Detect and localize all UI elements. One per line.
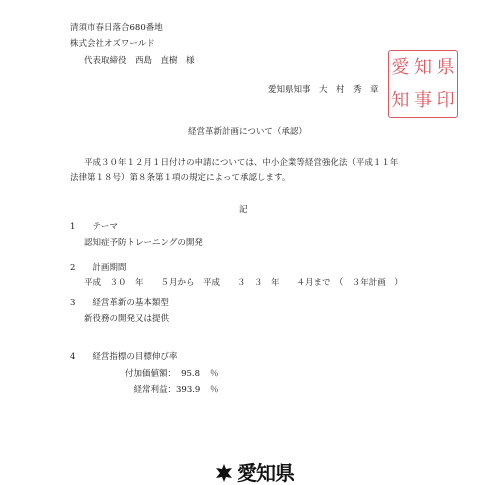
indicator-label: 付加価値額： <box>124 369 176 379</box>
document-subject: 経営革新計画について（承認） <box>188 127 307 137</box>
indicator-value: 95.8 <box>181 369 200 379</box>
recipient-company: 株式会社オズワールド <box>70 39 155 49</box>
section-3-heading: 3 経営革新の基本類型 <box>70 298 169 308</box>
section-2-heading: 2 計画期間 <box>70 263 127 273</box>
seal-char: 知 <box>391 89 410 111</box>
indicator-value: 393.9 <box>176 385 201 395</box>
indicator-label: 経常利益： <box>133 385 176 395</box>
section-4-heading: 4 経営指標の目標伸び率 <box>70 352 178 362</box>
recipient-representative: 代表取締役 西島 直樹 様 <box>84 56 195 66</box>
recipient-address: 清須市春日落合680番地 <box>70 23 163 33</box>
section-1-heading: 1 テーマ <box>70 222 118 232</box>
prefecture-emblem-icon <box>214 463 234 483</box>
indicator-unit: ％ <box>210 369 219 379</box>
section-3-content: 新役務の開発又は提供 <box>84 314 170 324</box>
official-seal-stamp <box>388 50 458 118</box>
body-line-2: 法律第１８号）第８条第１項の規定によって承認します。 <box>70 173 291 183</box>
sender-governor: 愛知県知事 大 村 秀 章 <box>268 85 379 95</box>
section-1-content: 認知症予防トレーニングの開発 <box>84 238 203 248</box>
indicator-unit: ％ <box>210 385 219 395</box>
section-2-content: 平成 ３０ 年 ５月から 平成 ３ ３ 年 ４月まで （ ３年計画 ） <box>84 278 403 288</box>
seal-char: 県 <box>436 56 455 78</box>
body-line-1: 平成３０年１２月１日付けの申請については、中小企業等経営強化法（平成１１年 <box>84 158 399 168</box>
ki-heading: 記 <box>239 205 248 215</box>
logo-wordmark: 愛知県 <box>237 461 294 485</box>
seal-char: 愛 <box>391 56 410 78</box>
seal-char: 事 <box>413 89 432 111</box>
seal-char: 知 <box>413 56 432 78</box>
seal-char: 印 <box>436 89 455 111</box>
